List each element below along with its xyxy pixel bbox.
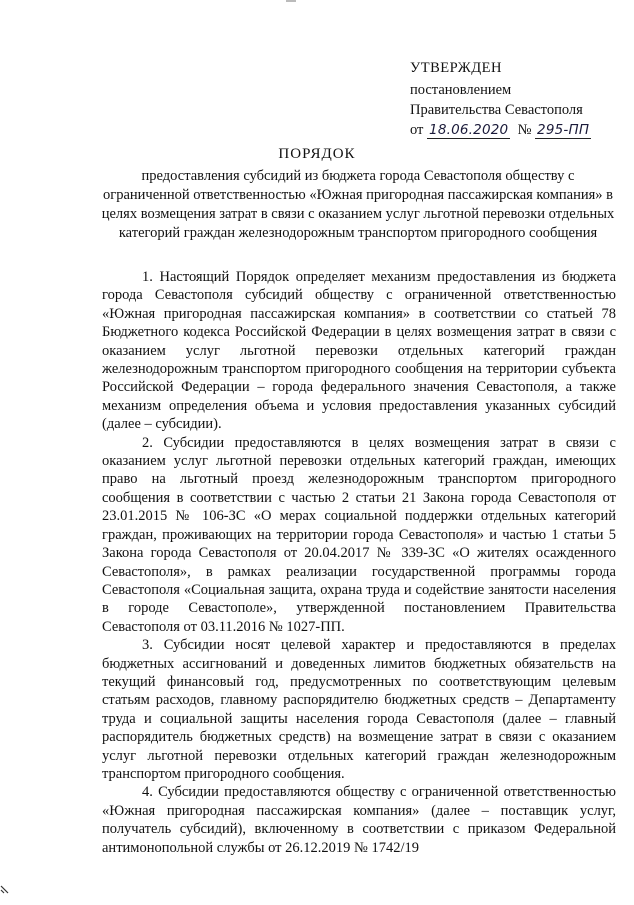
from-label: от bbox=[410, 122, 424, 138]
approval-block bbox=[410, 58, 591, 140]
number-label: № bbox=[517, 122, 532, 138]
paragraph-1: 1. Настоящий Порядок определяет механизм предоставления из бюджета города Севастополя субсидий обществу с ограниченной ответственностью «Южная пригородная пассажирская компания» в соответствии со статьей 78 Бюджетного кодекса Российской Федерации в целях возмещения затрат в связи с оказанием услуг льготной перевозки отдельных категорий граждан железнодорожным транспортом пригородного сообщения на территории субъекта Российской Федерации – города федерального значения Севастополя, а также механизм определения объема и условия предоставления указанных субсидий (далее – субсидии). bbox=[102, 269, 616, 433]
scan-mark-icon bbox=[0, 884, 12, 896]
approval-date-line bbox=[410, 120, 591, 140]
paragraph-4: 4. Субсидии предоставляются обществу с ограниченной ответственностью «Южная пригородная пассажирская компания» (далее – поставщик услуг, получатель субсидий), включенному в соответствии с приказом Федеральной антимонопольной службы от 26.12.2019 № 1742/19 bbox=[102, 784, 616, 856]
paragraph-3: 3. Субсидии носят целевой характер и предоставляются в пределах бюджетных ассигнований и доведенных лимитов бюджетных обязательств на текущий финансовый год, предусмотренных по соответствующим целевым статьям расходов, главному распорядителю бюджетных средств – Департаменту труда и социальной защиты населения города Севастополя (далее – главный распорядитель бюджетных средств) на возмещение затрат в связи с оказанием услуг льготной перевозки отдельных категорий граждан железнодорожным транспортом пригородного сообщения. bbox=[102, 637, 616, 782]
approval-line-1: постановлением bbox=[410, 82, 512, 98]
paragraph-2: 2. Субсидии предоставляются в целях возмещения затрат в связи с оказанием услуг льготной перевозки отдельных категорий граждан, имеющих право на льготный проезд железнодорожным транспортом пригородного сообщения в соответствии с частью 2 статьи 21 Закона города Севастополя от 23.01.2015 № 106-ЗС «О мерах социальной поддержки отдельных категорий граждан, проживающих на территории города Севастополя» и частью 1 статьи 5 Закона города Севастополя от 20.04.2017 № 339-ЗС «О жителях осажденного Севастополя», в рамках реализации государственной программы города Севастополя «Социальная защита, охрана труда и содействие занятости населения в городе Севастополе», утвержденной постановлением Правительства Севастополя от 03.11.2016 № 1027-ПП. bbox=[102, 434, 616, 635]
scan-speck bbox=[286, 0, 296, 2]
document-title: ПОРЯДОК bbox=[278, 146, 356, 162]
handwritten-date: 18.06.2020 bbox=[429, 122, 509, 138]
document-subtitle: предоставления субсидий из бюджета города Севастополя обществу с ограниченной ответственностью «Южная пригородная пассажирская компания» в целях возмещения затрат в связи с оказанием услуг льготной перевозки отдельных категорий граждан железнодорожным транспортом пригородного сообщения bbox=[101, 168, 615, 241]
document-body bbox=[102, 268, 616, 857]
handwritten-number: 295-ПП bbox=[537, 122, 590, 138]
approval-heading: УТВЕРЖДЕН bbox=[410, 60, 502, 76]
approval-line-2: Правительства Севастополя bbox=[410, 102, 583, 118]
